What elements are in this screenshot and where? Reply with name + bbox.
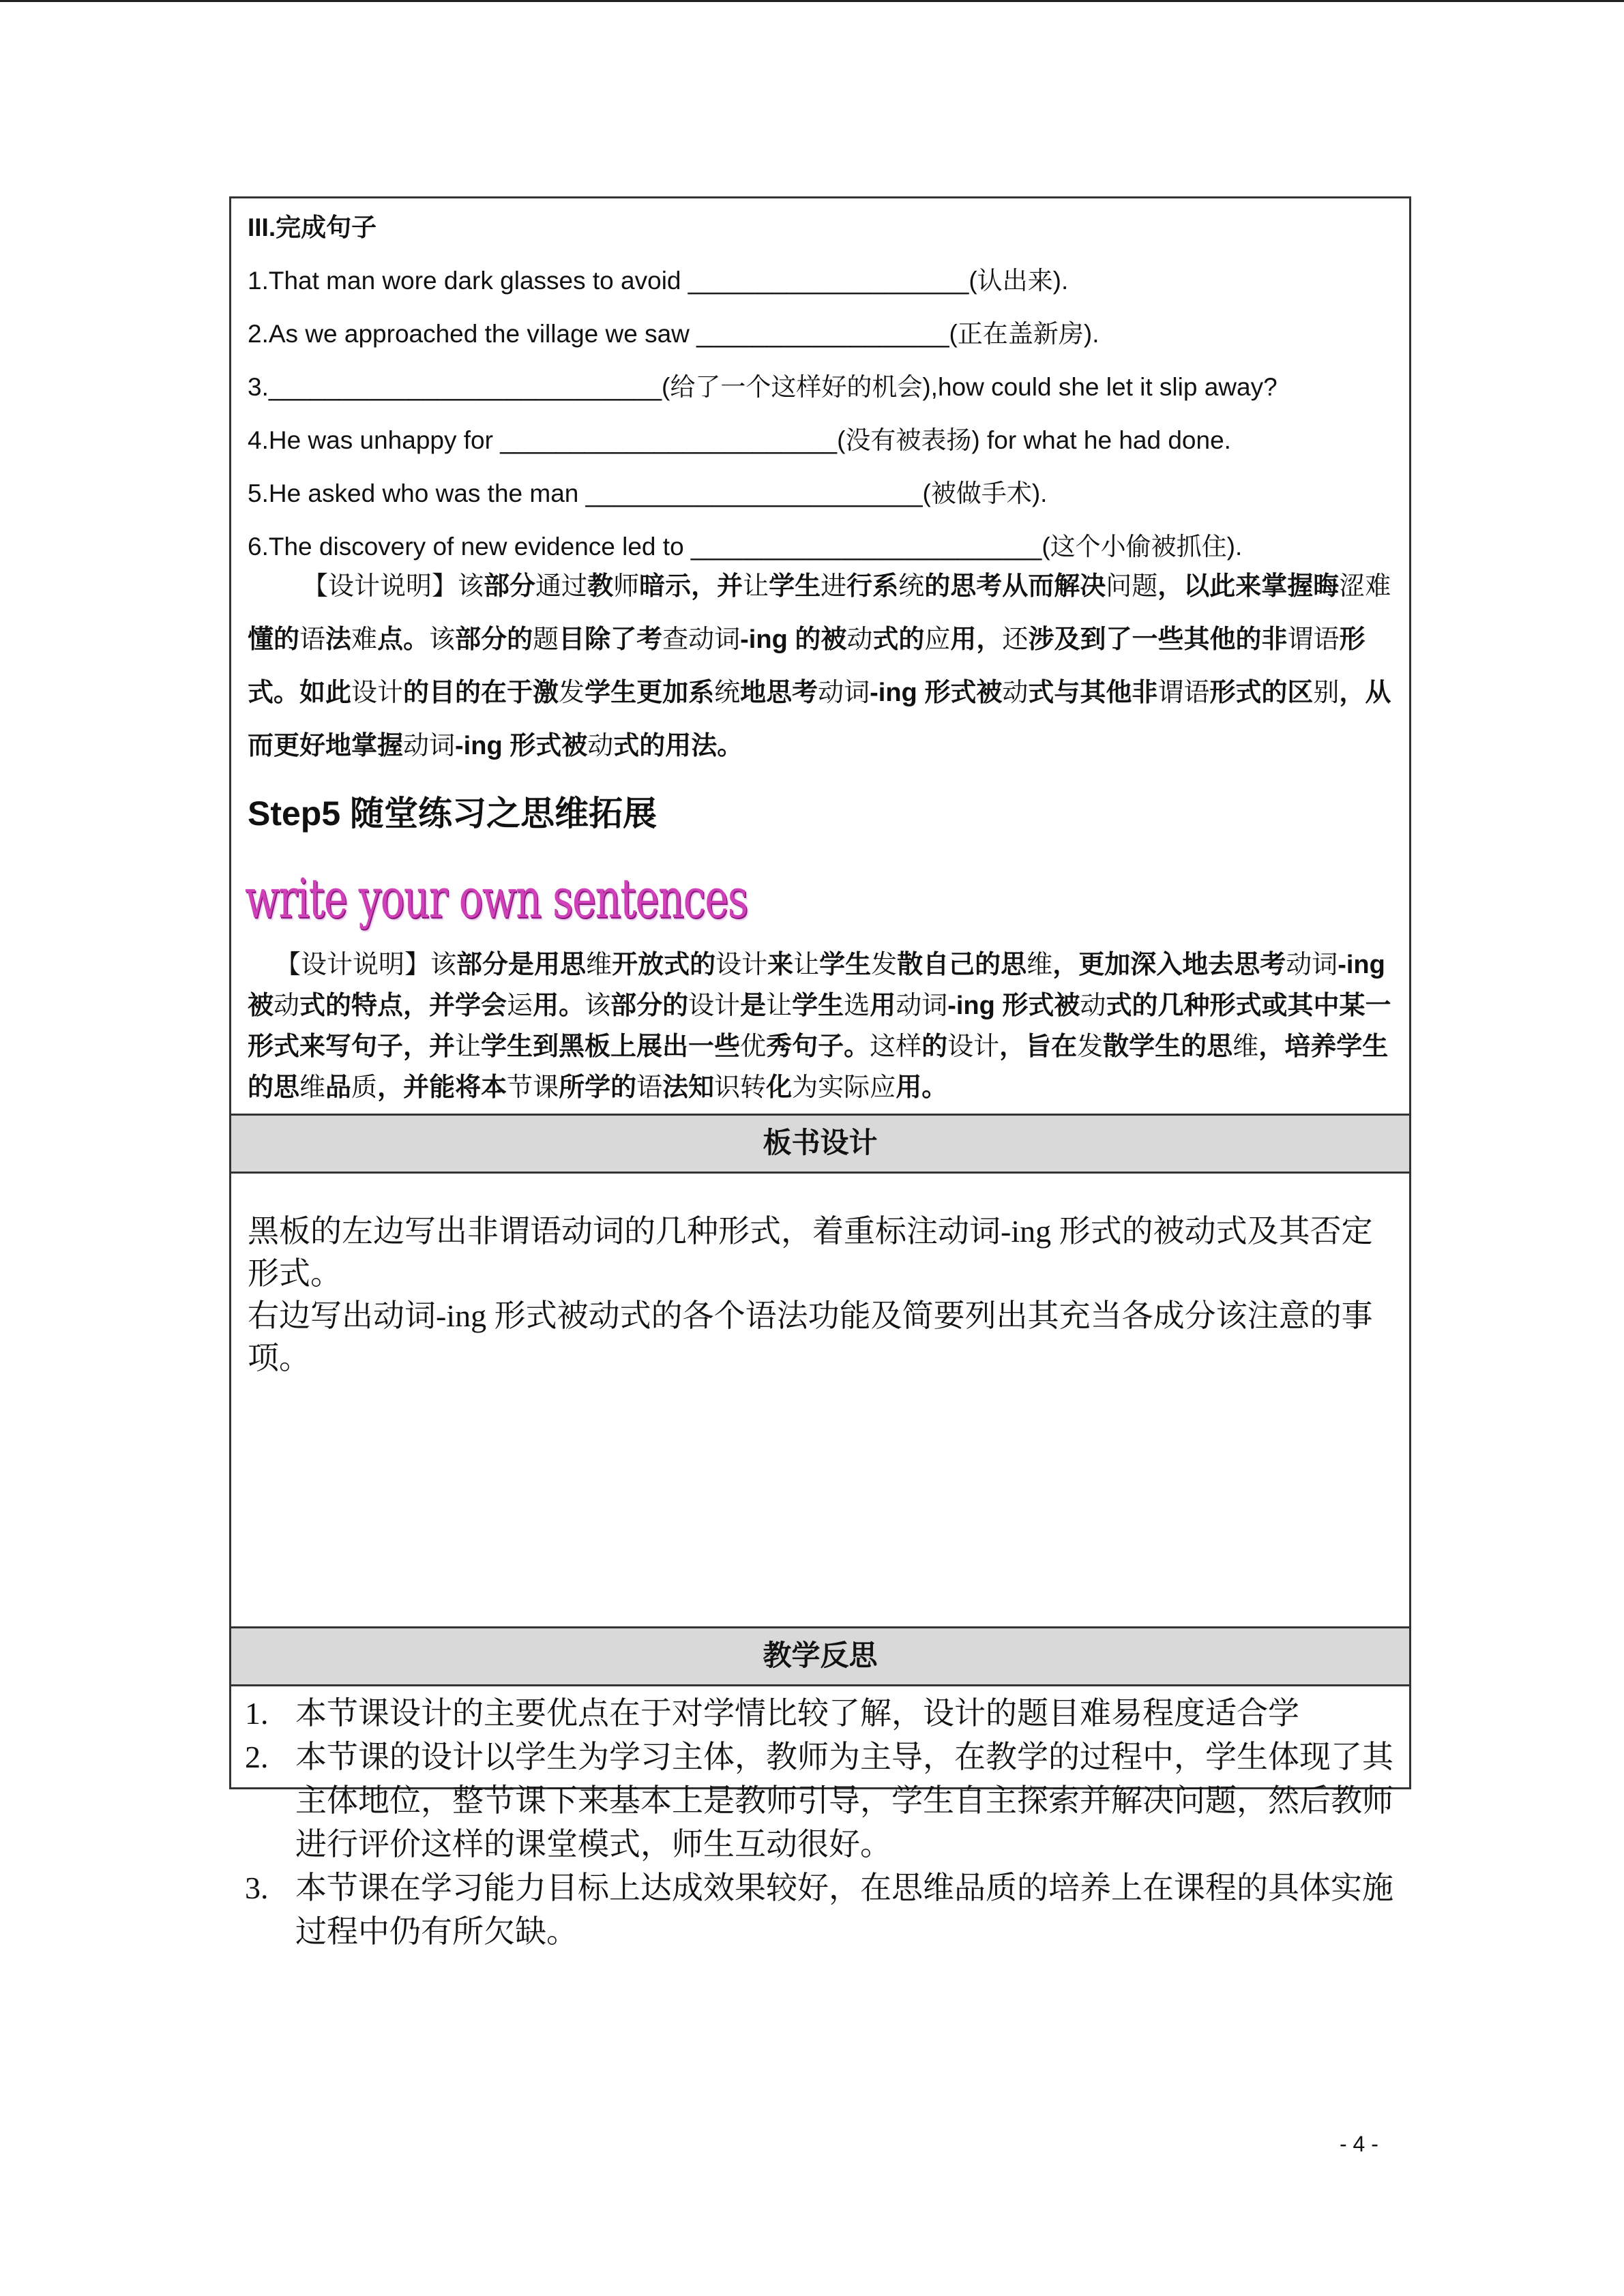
list-item	[245, 1692, 1404, 1735]
note-text-run: 行系	[846, 572, 899, 601]
note-text-run: 形式。如此	[248, 625, 1365, 707]
page-number: - 4 -	[1340, 2132, 1378, 2156]
note-text-run: 让	[743, 572, 769, 601]
note-text-run: 质	[351, 1073, 378, 1102]
note-text-run: 进	[821, 572, 847, 601]
note-text-run: 统	[714, 679, 741, 707]
note-text-run: 统	[898, 572, 925, 601]
note-text-run: 设计	[947, 1032, 1000, 1061]
note-text-run: 让	[455, 1032, 482, 1061]
note-text-run: 涩难	[1339, 572, 1391, 601]
note-text-run: 谓语	[1287, 625, 1340, 654]
note-text-run: 发	[559, 679, 585, 707]
note-text-run: 动	[1080, 992, 1106, 1020]
note-text-run: -ing 形式被	[947, 992, 1080, 1020]
note-text-run: 运	[507, 992, 533, 1020]
note-text-run: 学生	[792, 992, 844, 1020]
note-text-run: 问题	[1106, 572, 1158, 601]
note-text-run: 谓语	[1157, 679, 1210, 707]
lesson-table	[229, 196, 1411, 1949]
note-text-run: 语	[636, 1073, 663, 1102]
list-text: 本节课设计的主要优点在于对学情比较了解，设计的题目难易程度适合学	[295, 1696, 1299, 1731]
list-item	[245, 1735, 1404, 1866]
note-text-run: -ing 形式被	[455, 732, 588, 760]
note-text-run: 化	[766, 1073, 793, 1102]
sentence-5: 5.He asked who was the man ________________________(被做手术).	[248, 479, 1048, 507]
note-text-run: 用。	[896, 1073, 948, 1102]
note-text-run: 识转	[714, 1073, 767, 1102]
note-text-run: 查动词	[662, 625, 741, 654]
note-text-run: 秀句子。	[766, 1032, 870, 1061]
note-text-run: ，以此来掌握晦	[1157, 572, 1340, 601]
note-text-run: 部分	[484, 572, 536, 601]
note-text-run: 的目的在于激	[403, 679, 559, 707]
note-text-run: 题	[533, 625, 559, 654]
note-text-run: 的思考从而解决	[924, 572, 1106, 601]
note-text-run: 维	[299, 1073, 326, 1102]
note-text-run: 点。	[377, 625, 430, 654]
board-paragraph-1: 黑板的左边写出非谓语动词的几种形式，着重标注动词-ing 形式的被动式及其否定形式。	[248, 1214, 1373, 1291]
note-text-run: 为实际应	[792, 1073, 896, 1102]
note-text-run: 学生	[769, 572, 821, 601]
note-text-run: -ing 的被	[740, 625, 847, 654]
sentence-6: 6.The discovery of new evidence led to _________________________(这个小偷被抓住).	[248, 533, 1243, 561]
note-text-run: 选	[844, 992, 870, 1020]
note-text-run: 设计	[351, 679, 404, 707]
note-text-run: 发	[1077, 1032, 1104, 1061]
note-text-run: 用，	[950, 625, 1003, 654]
note-text-run: 式的特点，并学会	[299, 992, 507, 1020]
note-text-run: 优	[740, 1032, 767, 1061]
note-text-run: 用	[870, 992, 896, 1020]
sentence-1: 1.That man wore dark glasses to avoid ____________________(认出来).	[248, 267, 1069, 295]
note-text-run: 暗示，并	[639, 572, 743, 601]
note-text-run: 发	[871, 951, 898, 979]
note-text-run: 动	[274, 992, 300, 1020]
note-text-run: 别	[1313, 679, 1340, 707]
note-text-run: 难	[351, 625, 378, 654]
board-design-header: 板书设计	[231, 1114, 1409, 1174]
note-text-run: 是	[740, 992, 767, 1020]
note-text-run: 品	[325, 1073, 352, 1102]
note-text-run: 涉及到了一些其他的非	[1028, 625, 1288, 654]
note-text-run: 应	[924, 625, 951, 654]
list-text: 本节课在学习能力目标上达成效果较好，在思维品质的培养上在课程的具体实施过程中仍有所欠缺。	[295, 1870, 1393, 1949]
note-text-run: 还	[1002, 625, 1029, 654]
note-text-run: 师	[613, 572, 640, 601]
note-text-run: ，培养学生的思	[248, 1032, 1389, 1102]
note-text-run: 式的用法。	[613, 732, 743, 760]
note-text-run: 动	[1002, 679, 1029, 707]
step5-title: Step5 随堂练习之思维拓展	[248, 794, 658, 833]
note-text-run: 动	[846, 625, 873, 654]
note-text-run: 学生到黑板上展出一些	[481, 1032, 741, 1061]
note-text-run: 部分的	[610, 992, 689, 1020]
wordart-heading: write your own sentences	[245, 867, 748, 930]
note-text-run: -ing 形式被	[870, 679, 1003, 707]
note-text-run: 懂的	[248, 625, 300, 654]
section-title: III.完成句子	[248, 213, 377, 241]
note-text-run: 该	[429, 625, 456, 654]
sentence-3: 3.____________________________(给了一个这样好的机会),how could she let it slip away?	[248, 373, 1278, 401]
note-text-run: 语	[299, 625, 326, 654]
board-design-content	[248, 1210, 1400, 1380]
top-border-line	[0, 0, 1624, 2]
design-note-1	[248, 560, 1393, 773]
note-text-run: 该	[585, 992, 611, 1020]
note-text-run: 地思考	[740, 679, 818, 707]
note-text-run: 法	[325, 625, 352, 654]
note-text-run: 该	[430, 951, 457, 979]
note-text-run: 设计	[715, 951, 768, 979]
note-text-run: 动词	[896, 992, 948, 1020]
note-text-run: 部分的	[455, 625, 533, 654]
note-text-run: 这样	[870, 1032, 922, 1061]
note-text-run: 动词	[403, 732, 456, 760]
note-text-run: 维	[1232, 1032, 1259, 1061]
list-text: 本节课的设计以学生为学习主体，教师为主导，在教学的过程中，学生体现了其主体地位，整节课下来基本上是教师引导，学生自主探索并解决问题，然后教师进行评价这样的课堂模式，师生互动很好。	[295, 1740, 1393, 1862]
note-text-run: 维	[586, 951, 612, 979]
sentence-4: 4.He was unhappy for ________________________(没有被表扬) for what he had done.	[248, 426, 1231, 454]
note-text-run: 节课	[507, 1073, 559, 1102]
list-number: 2.	[245, 1740, 269, 1774]
note-text-run: 学生更加系	[585, 679, 715, 707]
sentence-2: 2.As we approached the village we saw __________________(正在盖新房).	[248, 320, 1099, 348]
reflection-list	[245, 1692, 1404, 1954]
note-text-run: 教	[587, 572, 614, 601]
note-text-run: 动词	[818, 679, 870, 707]
note-text-run: 维	[1027, 951, 1053, 979]
note-text-run: ，更加深入地去思考	[1052, 951, 1286, 979]
list-item	[245, 1866, 1404, 1954]
note-text-run: 目除了考	[559, 625, 663, 654]
design-note-2	[248, 944, 1393, 1108]
note-text-run: 让	[766, 992, 793, 1020]
note-text-run: 开放式的	[612, 951, 716, 979]
note-text-run: 【设计说明】	[302, 572, 458, 601]
note-text-run: 学生	[819, 951, 872, 979]
note-text-run: 该	[458, 572, 484, 601]
note-text-run: 让	[793, 951, 820, 979]
note-text-run: 部分是用思	[456, 951, 587, 979]
note-text-run: ，从而更好地掌握	[248, 679, 1391, 760]
note-text-run: 的	[921, 1032, 948, 1061]
note-text-run: 式的几种形式或其中某一形式来写句子，并	[248, 992, 1391, 1061]
exercise-section	[231, 198, 1409, 1114]
note-text-run: 来	[767, 951, 794, 979]
note-text-run: 法知	[662, 1073, 715, 1102]
note-text-run: 形式的区	[1209, 679, 1314, 707]
list-number: 3.	[245, 1870, 269, 1905]
list-number: 1.	[245, 1696, 269, 1731]
board-paragraph-2: 右边写出动词-ing 形式被动式的各个语法功能及简要列出其充当各成分该注意的事项。	[248, 1298, 1373, 1375]
note-text-run: 通过	[535, 572, 588, 601]
note-text-run: 散学生的思	[1103, 1032, 1233, 1061]
note-text-run: 式与其他非	[1028, 679, 1158, 707]
note-text-run: ，旨在	[999, 1032, 1078, 1061]
note-text-run: 式的	[872, 625, 925, 654]
note-text-run: 动	[587, 732, 614, 760]
note-text-run: 用。	[533, 992, 585, 1020]
note-text-run: -ing 被	[248, 951, 1385, 1020]
note-text-run: ，并能将本	[377, 1073, 507, 1102]
reflection-header: 教学反思	[231, 1626, 1409, 1686]
note-text-run: 散自己的思	[897, 951, 1027, 979]
note-text-run: 动词	[1286, 951, 1338, 979]
note-text-run: 设计	[688, 992, 741, 1020]
note-text-run: 所学的	[559, 1073, 637, 1102]
note-text-run: 【设计说明】	[275, 951, 431, 979]
